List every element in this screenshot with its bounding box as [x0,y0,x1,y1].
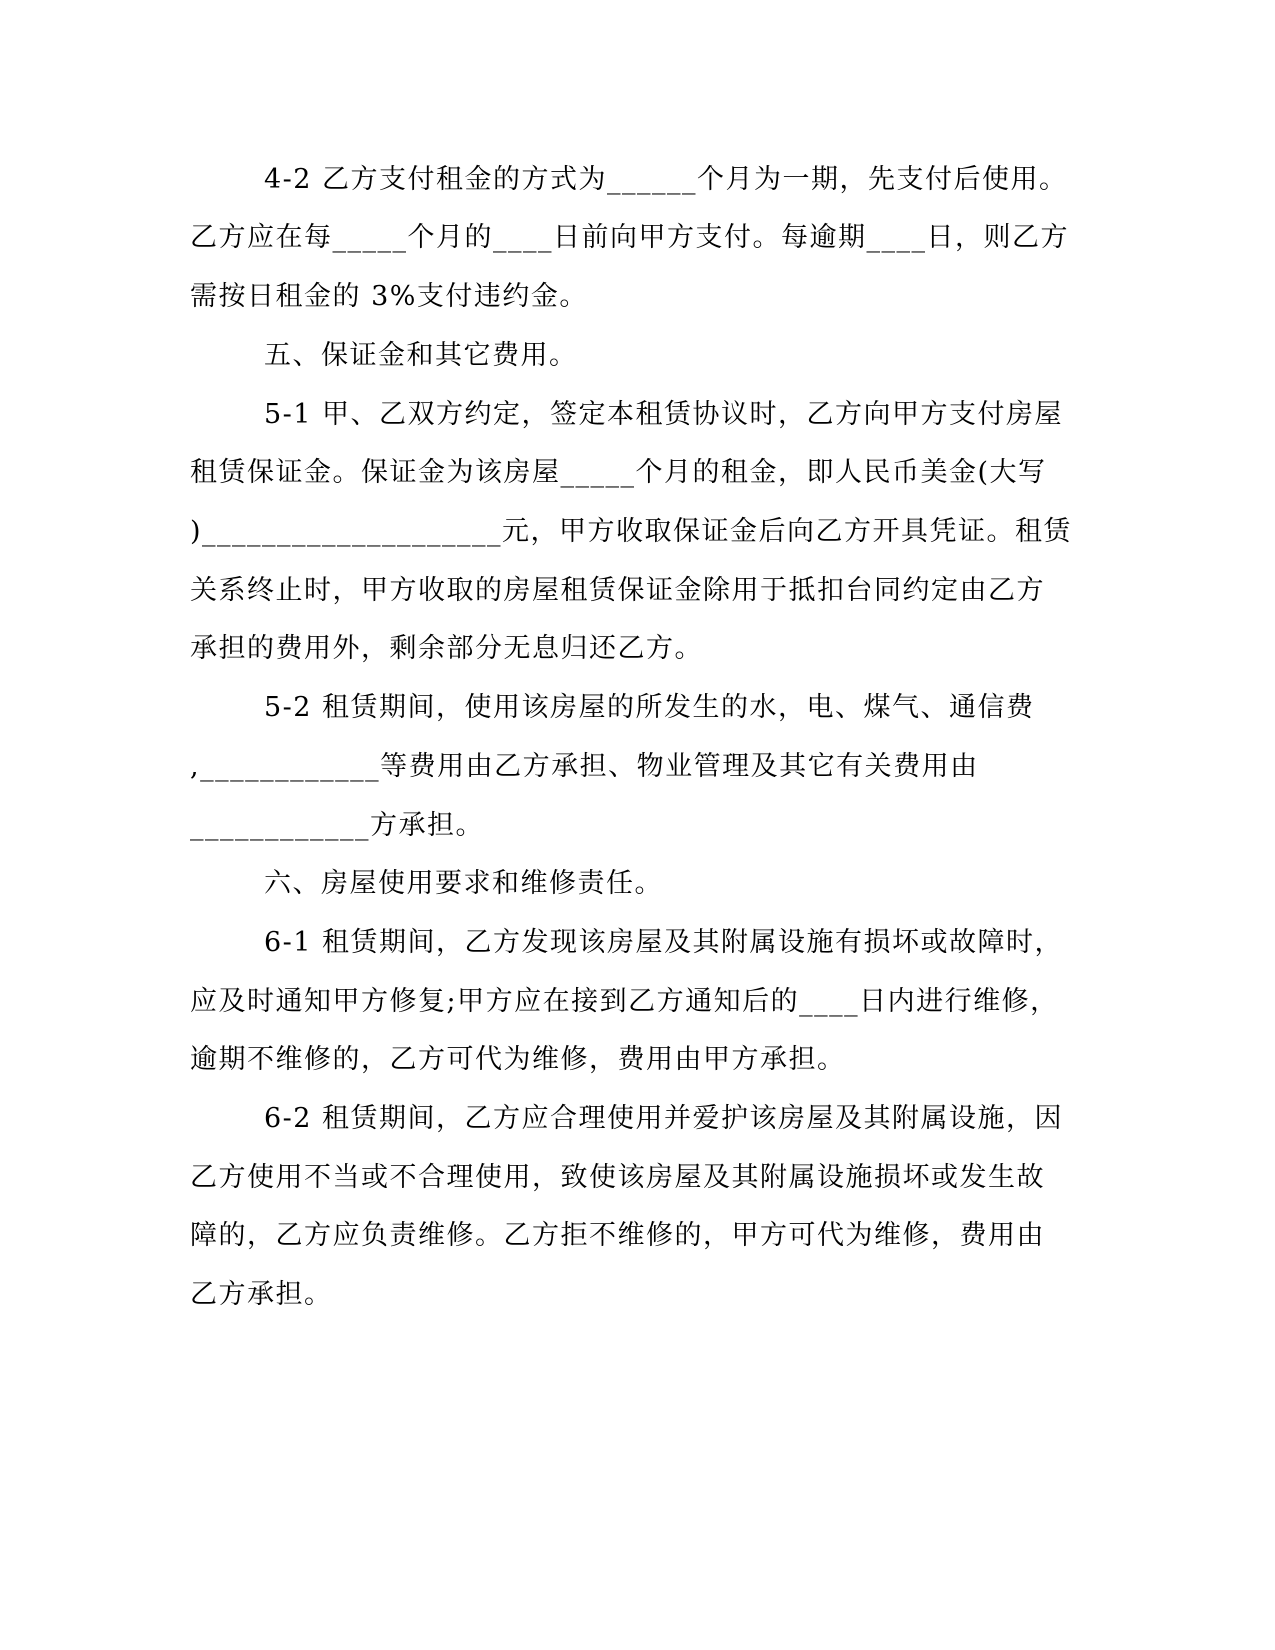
text-line: )____________________元，甲方收取保证金后向乙方开具凭证。租赁 [190,516,1073,547]
text-line: 承担的费用外，剩余部分无息归还乙方。 [190,633,703,664]
text-line-6-1-para-start: 6-1 租赁期间，乙方发现该房屋及其附属设施有损坏或故障时， [264,927,1064,958]
text-line: 乙方承担。 [190,1279,333,1310]
text-line-5-2-para-start: 5-2 租赁期间，使用该房屋的所发生的水，电、煤气、通信费 [264,692,1035,723]
text-line: 逾期不维修的，乙方可代为维修，费用由甲方承担。 [190,1044,846,1075]
text-line: 乙方使用不当或不合理使用，致使该房屋及其附属设施损坏或发生故 [190,1162,1045,1193]
text-line-5-1-para-start: 5-1 甲、乙双方约定，签定本租赁协议时，乙方向甲方支付房屋 [264,399,1064,430]
text-line: 需按日租金的 3%支付违约金。 [190,281,588,312]
section-heading-5: 五、保证金和其它费用。 [264,340,578,371]
text-line-4-2-para-start: 4-2 乙方支付租金的方式为______个月为一期，先支付后使用。 [264,164,1068,195]
text-line-6-2-para-start: 6-2 租赁期间，乙方应合理使用并爱护该房屋及其附属设施，因 [264,1103,1064,1134]
text-line: 障的，乙方应负责维修。乙方拒不维修的，甲方可代为维修，费用由 [190,1220,1045,1251]
text-line: 应及时通知甲方修复;甲方应在接到乙方通知后的____日内进行维修， [190,986,1059,1017]
text-line: 关系终止时，甲方收取的房屋租赁保证金除用于抵扣台同约定由乙方 [190,575,1045,606]
section-heading-6: 六、房屋使用要求和维修责任。 [264,868,663,899]
text-line: 乙方应在每_____个月的____日前向甲方支付。每逾期____日，则乙方 [190,222,1069,253]
text-line: 租赁保证金。保证金为该房屋_____个月的租金，即人民币美金(大写 [190,457,1047,488]
text-line: ,____________等费用由乙方承担、物业管理及其它有关费用由 [190,751,979,782]
text-line: ____________方承担。 [190,810,484,841]
